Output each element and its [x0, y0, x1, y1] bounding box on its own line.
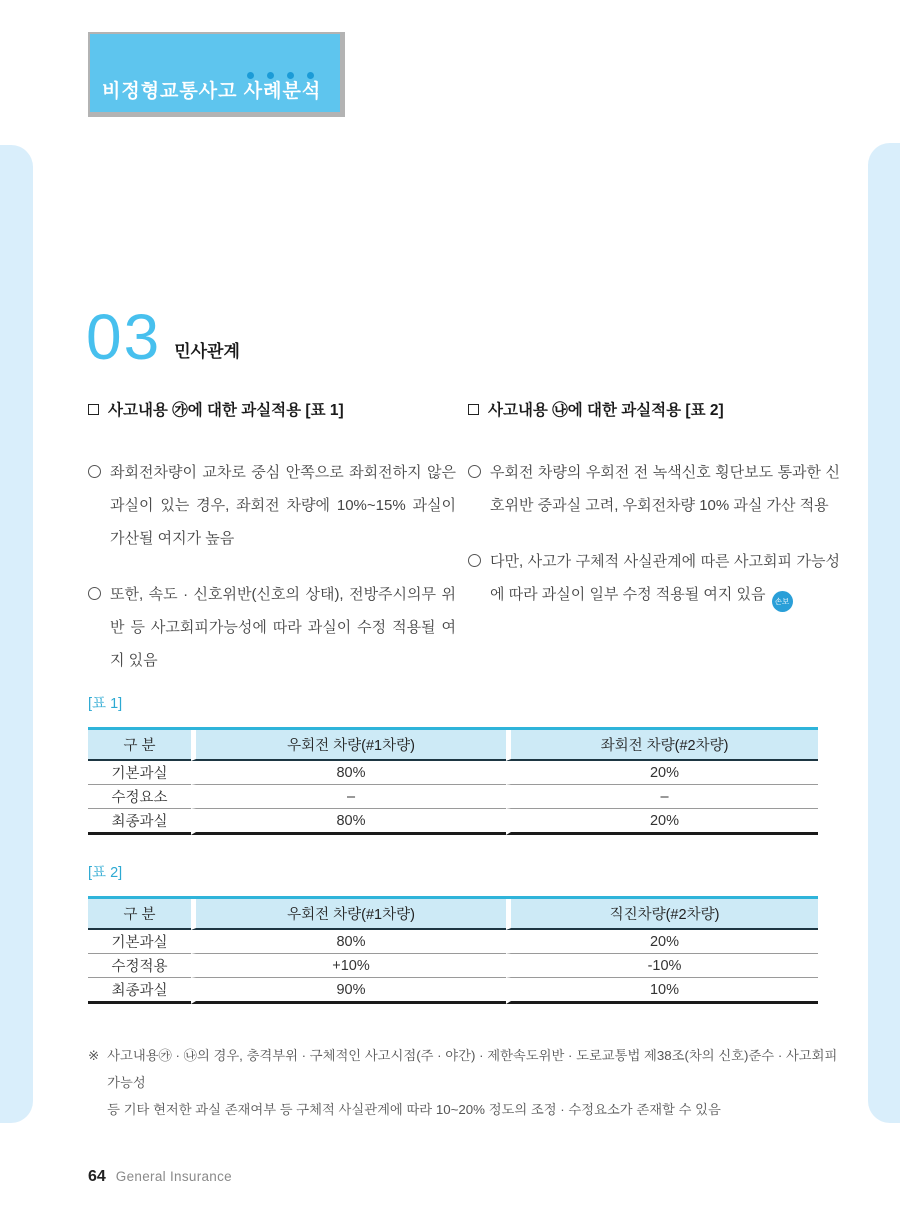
- table-cell: +10%: [191, 954, 506, 978]
- column-right-heading: [468, 398, 840, 420]
- chapter-badge-title: 비정형교통사고 사례분석: [102, 81, 322, 102]
- footnote-line-1: 사고내용㉮ · ㉯의 경우, 충격부위 · 구체적인 사고시점(주 · 야간) · 제한속도위반 · 도로교통법 제38조(차의 신호)준수 · 사고회피가능성: [107, 1048, 838, 1090]
- table-row: [88, 730, 818, 761]
- footnote-marker: ※: [88, 1048, 100, 1063]
- table-row: [88, 761, 818, 785]
- table-cell: 최종과실: [88, 809, 191, 835]
- table-2: [88, 896, 818, 1004]
- table-cell: 80%: [191, 761, 506, 785]
- circle-bullet-icon: [88, 465, 101, 478]
- section-heading: [86, 301, 240, 373]
- table-cell: –: [506, 785, 818, 809]
- bullet-text: 우회전 차량의 우회전 전 녹색신호 횡단보도 통과한 신호위반 중과실 고려, 우회전차량 10% 과실 가산 적용: [490, 464, 840, 514]
- table-header-cell: 우회전 차량(#1차량): [191, 899, 506, 930]
- table-row: [88, 978, 818, 1004]
- table-row: [88, 954, 818, 978]
- table-cell: 20%: [506, 809, 818, 835]
- table-cell: –: [191, 785, 506, 809]
- table-header-cell: 우회전 차량(#1차량): [191, 730, 506, 761]
- table-header-cell: 구 분: [88, 899, 191, 930]
- bullet-item: [468, 456, 840, 522]
- table-1-label: [표 1]: [88, 696, 123, 712]
- table-cell: -10%: [506, 954, 818, 978]
- table-header-cell: 구 분: [88, 730, 191, 761]
- table-cell: 80%: [191, 809, 506, 835]
- table-row: [88, 809, 818, 835]
- circle-bullet-icon: [468, 554, 481, 567]
- table-cell: 20%: [506, 930, 818, 954]
- column-right-heading-text: 사고내용 ㉯에 대한 과실적용 [표 2]: [488, 402, 724, 419]
- bullet-text: 좌회전차량이 교차로 중심 안쪽으로 좌회전하지 않은 과실이 있는 경우, 좌회전 차량에 10%~15% 과실이 가산될 여지가 높음: [110, 464, 456, 547]
- footnote: [88, 1042, 844, 1123]
- table-header-cell: 직진차량(#2차량): [506, 899, 818, 930]
- table-cell: 수정요소: [88, 785, 191, 809]
- table-cell: 80%: [191, 930, 506, 954]
- bullet-item: [468, 545, 840, 612]
- table-row: [88, 899, 818, 930]
- right-accent-bar: [868, 143, 900, 1123]
- table-row: [88, 785, 818, 809]
- square-bullet-icon: [468, 404, 479, 415]
- table-cell: 기본과실: [88, 930, 191, 954]
- circle-bullet-icon: [88, 587, 101, 600]
- footer-label: General Insurance: [115, 1169, 232, 1184]
- footnote-line-2: 등 기타 현저한 과실 존재여부 등 구체적 사실관계에 따라 10~20% 정도의 조정 · 수정요소가 존재할 수 있음: [107, 1102, 721, 1117]
- section-number: 03: [86, 301, 162, 373]
- bullet-text: [490, 545, 840, 612]
- table-row: [88, 930, 818, 954]
- bullet-item: [88, 578, 456, 677]
- section-title: 민사관계: [174, 341, 240, 361]
- bullet-text: 또한, 속도 · 신호위반(신호의 상태), 전방주시의무 위반 등 사고회피가능성에 따라 과실이 수정 적용될 여지 있음: [110, 586, 456, 669]
- sonbo-badge-icon: 손보: [772, 591, 793, 612]
- table-cell: 기본과실: [88, 761, 191, 785]
- column-right: [468, 398, 840, 635]
- table-cell: 90%: [191, 978, 506, 1004]
- page-number: 64: [88, 1168, 106, 1185]
- square-bullet-icon: [88, 404, 99, 415]
- table-cell: 수정적용: [88, 954, 191, 978]
- column-left-heading: [88, 398, 456, 420]
- left-accent-bar: [0, 145, 33, 1123]
- column-left: [88, 398, 456, 700]
- circle-bullet-icon: [468, 465, 481, 478]
- table-cell: 최종과실: [88, 978, 191, 1004]
- table-header-cell: 좌회전 차량(#2차량): [506, 730, 818, 761]
- footnote-lines: [107, 1042, 844, 1123]
- table-2-label: [표 2]: [88, 865, 123, 881]
- chapter-badge: [88, 32, 345, 117]
- column-left-heading-text: 사고내용 ㉮에 대한 과실적용 [표 1]: [108, 402, 344, 419]
- table-1: [88, 727, 818, 835]
- table-cell: 10%: [506, 978, 818, 1004]
- bullet-item: [88, 456, 456, 555]
- bullet-text-content: 다만, 사고가 구체적 사실관계에 따른 사고회피 가능성에 따라 과실이 일부 수정 적용될 여지 있음: [490, 553, 840, 603]
- table-cell: 20%: [506, 761, 818, 785]
- page-footer: [88, 1168, 232, 1186]
